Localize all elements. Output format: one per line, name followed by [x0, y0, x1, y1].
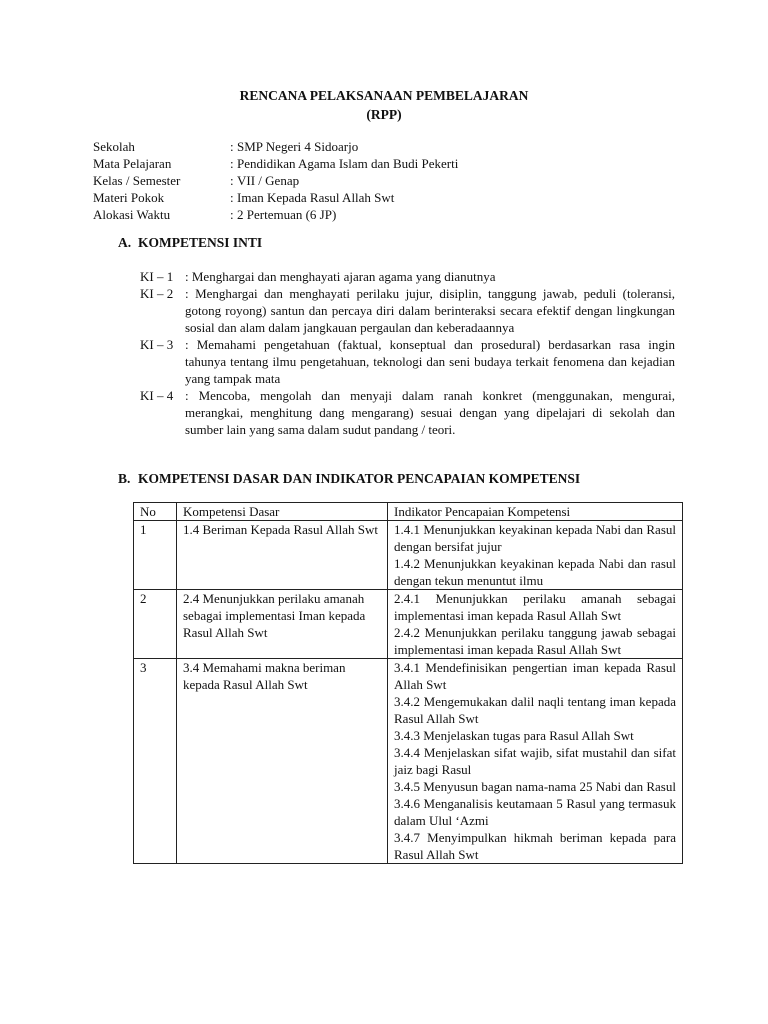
identity-separator: :: [230, 207, 234, 222]
table-row: [134, 590, 683, 659]
document-title: RENCANA PELAKSANAAN PEMBELAJARAN: [239, 88, 529, 103]
competency-table: [133, 502, 683, 864]
table-row: [134, 521, 683, 590]
identity-key: Mata Pelajaran: [93, 156, 172, 171]
ki-text: : Menghargai dan menghayati ajaran agama yang dianutnya: [185, 269, 496, 284]
cell-no: 1: [134, 521, 177, 590]
ki-item: [140, 336, 675, 387]
identity-row: [93, 206, 458, 223]
identity-value: 2 Pertemuan (6 JP): [237, 207, 337, 222]
ki-text: : Mencoba, mengolah dan menyaji dalam ranah konkret (menggunakan, mengurai, merangkai, menghitung dang mengarang) sesuai dengan yang dipelajari di sekolah dan sumber lain yang sama dalam sudut pandang / teori.: [185, 388, 675, 437]
identity-value: Pendidikan Agama Islam dan Budi Pekerti: [237, 156, 459, 171]
column-header-no: No: [134, 503, 177, 521]
ki-code: KI – 1: [140, 269, 174, 284]
indicator-item: 3.4.2 Mengemukakan dalil naqli tentang iman kepada Rasul Allah Swt: [394, 694, 676, 726]
ki-list: [140, 268, 675, 438]
indicator-item: 3.4.5 Menyusun bagan nama-nama 25 Nabi dan Rasul: [394, 779, 676, 794]
identity-value: Iman Kepada Rasul Allah Swt: [237, 190, 395, 205]
ki-text: : Memahami pengetahuan (faktual, konseptual dan prosedural) berdasarkan rasa ingin tahunya tentang ilmu pengetahuan, teknologi dan seni budaya terkait fenomena dan kejadian yang tampak mata: [185, 337, 675, 386]
table-header-row: [134, 503, 683, 521]
table-row: [134, 659, 683, 864]
indicator-item: 2.4.1 Menunjukkan perilaku amanah sebagai implementasi iman kepada Rasul Allah Swt: [394, 591, 676, 623]
cell-indicators: [388, 521, 683, 590]
indicator-item: 1.4.1 Menunjukkan keyakinan kepada Nabi dan Rasul dengan bersifat jujur: [394, 522, 676, 554]
indicator-item: 2.4.2 Menunjukkan perilaku tanggung jawab sebagai implementasi iman kepada Rasul Allah Swt: [394, 625, 676, 657]
identity-value: SMP Negeri 4 Sidoarjo: [237, 139, 359, 154]
identity-block: [93, 138, 458, 223]
column-header-indicator: Indikator Pencapaian Kompetensi: [388, 503, 683, 521]
identity-key: Materi Pokok: [93, 190, 165, 205]
indicator-item: 3.4.6 Menganalisis keutamaan 5 Rasul yang termasuk dalam Ulul ‘Azmi: [394, 796, 676, 828]
identity-key: Kelas / Semester: [93, 173, 181, 188]
ki-code: KI – 4: [140, 388, 174, 403]
cell-no: 2: [134, 590, 177, 659]
section-a-heading: [118, 234, 262, 251]
section-b-heading: [118, 470, 580, 487]
ki-item: [140, 387, 675, 438]
identity-separator: :: [230, 190, 234, 205]
indicator-item: 3.4.7 Menyimpulkan hikmah beriman kepada para Rasul Allah Swt: [394, 830, 676, 862]
section-title: KOMPETENSI INTI: [138, 235, 263, 250]
ki-code: KI – 3: [140, 337, 174, 352]
cell-indicators: [388, 590, 683, 659]
identity-row: [93, 138, 458, 155]
identity-row: [93, 189, 458, 206]
identity-key: Sekolah: [93, 139, 135, 154]
column-header-kd: Kompetensi Dasar: [177, 503, 388, 521]
identity-row: [93, 172, 458, 189]
cell-kd: 3.4 Memahami makna beriman kepada Rasul Allah Swt: [177, 659, 388, 864]
ki-code: KI – 2: [140, 286, 174, 301]
identity-value: VII / Genap: [237, 173, 300, 188]
section-letter: B.: [118, 471, 131, 486]
identity-key: Alokasi Waktu: [93, 207, 171, 222]
indicator-item: 3.4.3 Menjelaskan tugas para Rasul Allah Swt: [394, 728, 634, 743]
ki-text: : Menghargai dan menghayati perilaku jujur, disiplin, tanggung jawab, peduli (toleransi, gotong royong) santun dan percaya diri dalam berinteraksi secara efektif dengan lingkungan sosial dan alam dalam jangkauan pergaulan dan keberadaannya: [185, 286, 675, 335]
indicator-item: 3.4.4 Menjelaskan sifat wajib, sifat mustahil dan sifat jaiz bagi Rasul: [394, 745, 676, 777]
document-subtitle: (RPP): [366, 107, 402, 122]
cell-kd: 1.4 Beriman Kepada Rasul Allah Swt: [177, 521, 388, 590]
identity-separator: :: [230, 173, 234, 188]
ki-item: [140, 268, 675, 285]
cell-no: 3: [134, 659, 177, 864]
identity-row: [93, 155, 458, 172]
section-letter: A.: [118, 235, 132, 250]
section-title: KOMPETENSI DASAR DAN INDIKATOR PENCAPAIAN KOMPETENSI: [138, 471, 581, 486]
identity-separator: :: [230, 139, 234, 154]
cell-indicators: [388, 659, 683, 864]
indicator-item: 3.4.1 Mendefinisikan pengertian iman kepada Rasul Allah Swt: [394, 660, 676, 692]
cell-kd: 2.4 Menunjukkan perilaku amanah sebagai implementasi Iman kepada Rasul Allah Swt: [177, 590, 388, 659]
indicator-item: 1.4.2 Menunjukkan keyakinan kepada Nabi dan rasul dengan tekun menuntut ilmu: [394, 556, 676, 588]
identity-separator: :: [230, 156, 234, 171]
ki-item: [140, 285, 675, 336]
